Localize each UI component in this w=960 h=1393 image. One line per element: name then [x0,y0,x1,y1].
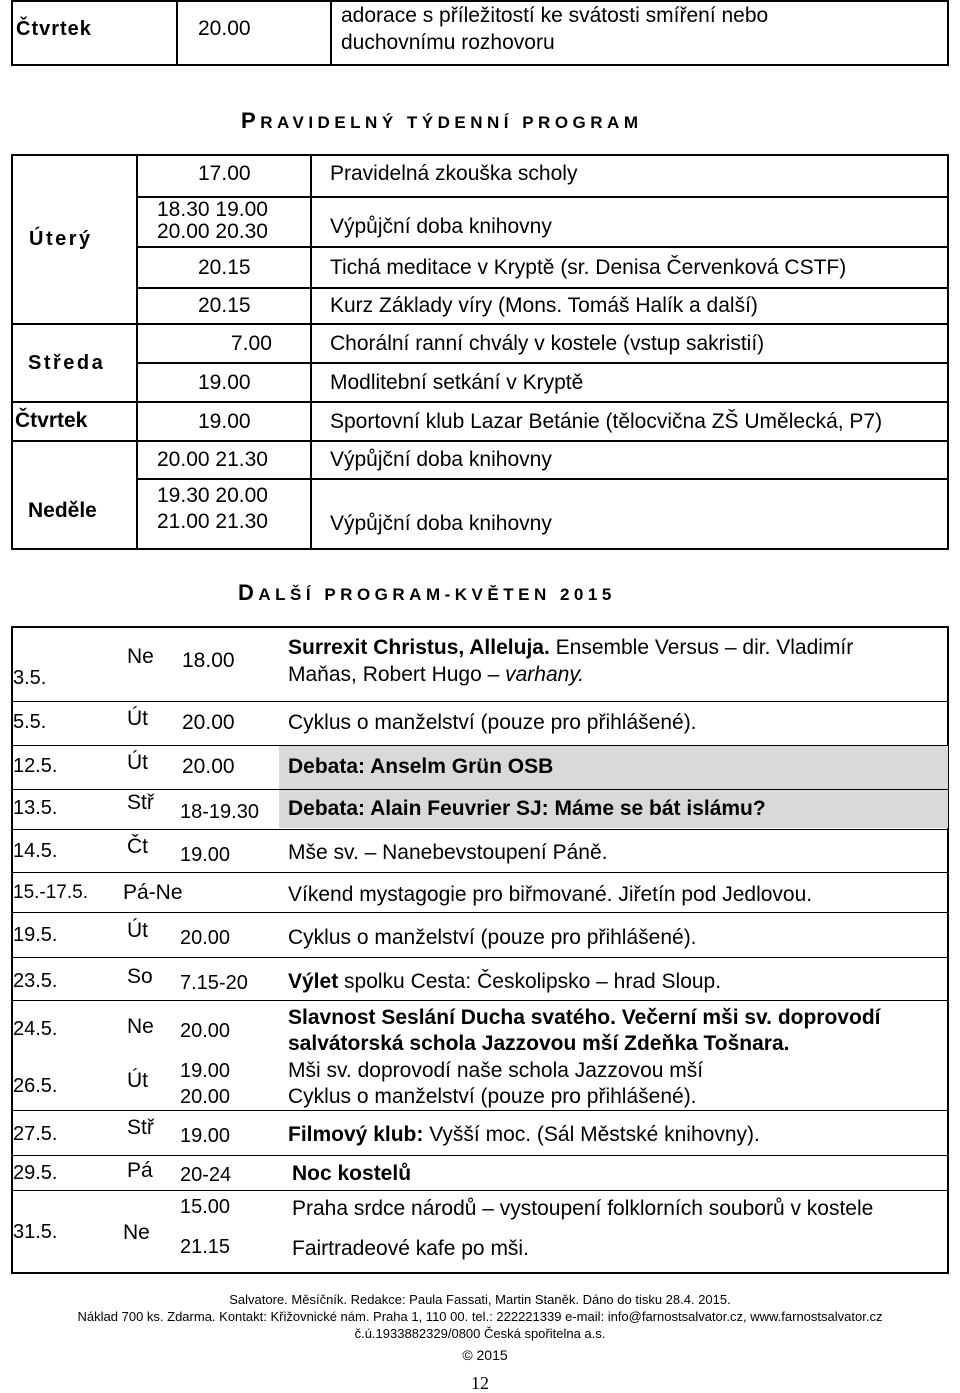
event-day: Út [127,919,148,942]
event-time: 19.00 [180,1060,231,1082]
divider [176,0,178,66]
event-time: 19.00 [180,844,231,866]
weekly-time: 21.00 21.30 [157,510,268,533]
event-date: 14.5. [13,840,58,862]
weekly-text: Sportovní klub Lazar Betánie (tělocvična ZŠ Umělecká, P7) [330,410,883,433]
divider [11,872,948,873]
event-text: Cyklus o manželství (pouze pro přihlášené). [288,1085,697,1108]
weekly-time: 19.00 [198,410,251,433]
weekly-text: Výpůjční doba knihovny [330,215,552,238]
event-text-bold: Surrexit Christus, Alleluja. [288,636,550,659]
weekly-time: 20.15 [198,256,251,279]
event-date: 29.5. [13,1162,58,1184]
event-date: 19.5. [13,924,58,946]
event-day: Ne [127,1015,154,1038]
weekly-text: Výpůjční doba knihovny [330,448,552,471]
event-text-italic: varhany. [505,663,585,686]
event-date: 23.5. [13,970,58,992]
divider [330,0,332,66]
weekly-text: Kurz Základy víry (Mons. Tomáš Halík a další) [330,294,758,317]
event-date: 13.5. [13,797,58,819]
event-text: Cyklus o manželství (pouze pro přihlášené). [288,926,697,949]
event-time: 19.00 [180,1125,231,1147]
event-text: Slavnost Seslání Ducha svatého. Večerní mši sv. doprovodí [288,1006,881,1029]
weekly-time: 19.30 20.00 [157,484,268,507]
divider [11,912,948,913]
divider [136,154,138,550]
weekly-time: 20.00 21.30 [157,448,268,471]
event-date: 26.5. [13,1075,58,1097]
other-heading-rest: ALŠÍ PROGRAM-KVĚTEN 2015 [258,585,616,604]
divider [11,323,948,325]
divider [11,1190,948,1191]
divider [11,401,948,403]
event-text: salvátorská schola Jazzovou mší Zdeňka Tošnara. [288,1032,790,1055]
weekly-time: 18.30 19.00 [157,198,268,221]
weekly-text: Tichá meditace v Kryptě (sr. Denisa Červenková CSTF) [330,256,847,279]
event-time: 21.15 [180,1236,231,1258]
event-day: So [127,965,153,988]
divider [310,154,312,550]
day-utery: Úterý [29,228,93,250]
weekly-time: 20.00 20.30 [157,220,268,243]
event-text: Noc kostelů [292,1162,412,1185]
event-time: 7.15-20 [180,972,248,994]
other-heading [238,580,616,608]
top-row-text-2: duchovnímu rozhovoru [341,31,555,54]
event-date: 15.-17.5. [13,882,88,903]
event-date: 5.5. [13,711,47,733]
event-text-plain: Vyšší moc. (Sál Městské knihovny). [423,1123,760,1146]
event-day: Út [127,707,148,730]
event-text [288,635,853,661]
event-text [288,662,584,688]
event-day: Ne [123,1221,150,1244]
event-text-plain: spolku Cesta: Českolipsko – hrad Sloup. [338,970,722,993]
divider [11,440,948,442]
event-day: Pá-Ne [123,881,183,904]
event-date: 27.5. [13,1123,58,1145]
top-row-day: Čtvrtek [16,18,92,40]
event-time: 20.00 [182,755,235,778]
weekly-time: 7.00 [231,332,272,355]
top-row-time: 20.00 [198,17,251,40]
divider [136,287,948,289]
event-text: Fairtradeové kafe po mši. [292,1237,529,1260]
event-text-bold: Výlet [288,970,339,993]
event-time: 18-19.30 [180,801,259,823]
event-time: 18.00 [182,649,235,672]
weekly-time: 20.15 [198,294,251,317]
divider [11,701,948,702]
weekly-text: Pravidelná zkouška scholy [330,162,578,185]
event-text: Cyklus o manželství (pouze pro přihlášené). [288,711,697,734]
event-date: 12.5. [13,755,58,777]
divider [11,1000,948,1001]
divider [11,745,948,746]
weekly-text: Modlitební setkání v Kryptě [330,371,584,394]
event-text: Víkend mystagogie pro biřmované. Jiřetín pod Jedlovou. [288,883,813,906]
event-text: Debata: Anselm Grün OSB [288,755,554,778]
footer-copyright: © 2015 [462,1347,508,1363]
event-text [288,1122,760,1148]
divider [11,957,948,958]
event-text: Debata: Alain Feuvrier SJ: Máme se bát islámu? [288,797,766,820]
weekly-heading [241,108,643,136]
event-date: 3.5. [13,667,47,689]
event-time: 20.00 [180,1020,231,1042]
event-text-plain: Maňas, Robert Hugo – [288,663,506,686]
page-number: 12 [471,1373,489,1393]
footer-line: Náklad 700 ks. Zdarma. Kontakt: Křižovnické nám. Praha 1, 110 00. tel.: 222221339 e-mail: info@farnostsalvator.cz, www.farnostsalvator.cz [77,1309,883,1324]
event-text: Mše sv. – Nanebevstoupení Páně. [288,841,608,864]
event-time: 20-24 [180,1164,232,1186]
event-day: Pá [127,1159,153,1182]
event-text: Praha srdce národů – vystoupení folklorních souborů v kostele [292,1197,874,1220]
weekly-time: 19.00 [198,371,251,394]
day-ctvrtek: Čtvrtek [15,409,88,432]
day-streda: Středa [28,352,106,374]
weekly-time: 17.00 [198,162,251,185]
event-text-plain: Ensemble Versus – dir. Vladimír [549,636,854,659]
event-day: Čt [127,835,148,858]
weekly-text: Chorální ranní chvály v kostele (vstup sakristií) [330,332,765,355]
event-day: Stř [127,1116,154,1139]
top-row-text-1: adorace s příležitostí ke svátosti smíření nebo [341,4,769,27]
divider [11,1155,948,1156]
weekly-heading-first: P [241,108,261,133]
weekly-text: Výpůjční doba knihovny [330,512,552,535]
event-text-bold: Filmový klub: [288,1123,424,1146]
other-heading-first: D [238,580,259,605]
event-time: 20.00 [180,1086,231,1108]
event-day: Út [127,751,148,774]
event-day: Út [127,1069,148,1092]
day-nedele: Neděle [28,499,97,522]
divider [11,1110,948,1111]
event-time: 15.00 [180,1196,231,1218]
divider [136,478,948,480]
divider [136,246,948,248]
divider [11,829,948,830]
event-time: 20.00 [180,927,231,949]
event-date: 24.5. [13,1018,58,1040]
weekly-heading-rest: RAVIDELNÝ TÝDENNÍ PROGRAM [260,113,643,132]
event-day: Ne [127,645,154,668]
event-text [288,969,721,995]
divider [136,362,948,364]
footer-line: Salvatore. Měsíčník. Redakce: Paula Fassati, Martin Staněk. Dáno do tisku 28.4. 2015. [229,1292,731,1307]
event-date: 31.5. [13,1221,58,1243]
event-time: 20.00 [182,711,235,734]
event-day: Stř [127,791,154,814]
event-text: Mši sv. doprovodí naše schola Jazzovou mší [288,1059,704,1082]
footer-line: č.ú.1933882329/0800 Česká spořitelna a.s. [354,1326,606,1341]
